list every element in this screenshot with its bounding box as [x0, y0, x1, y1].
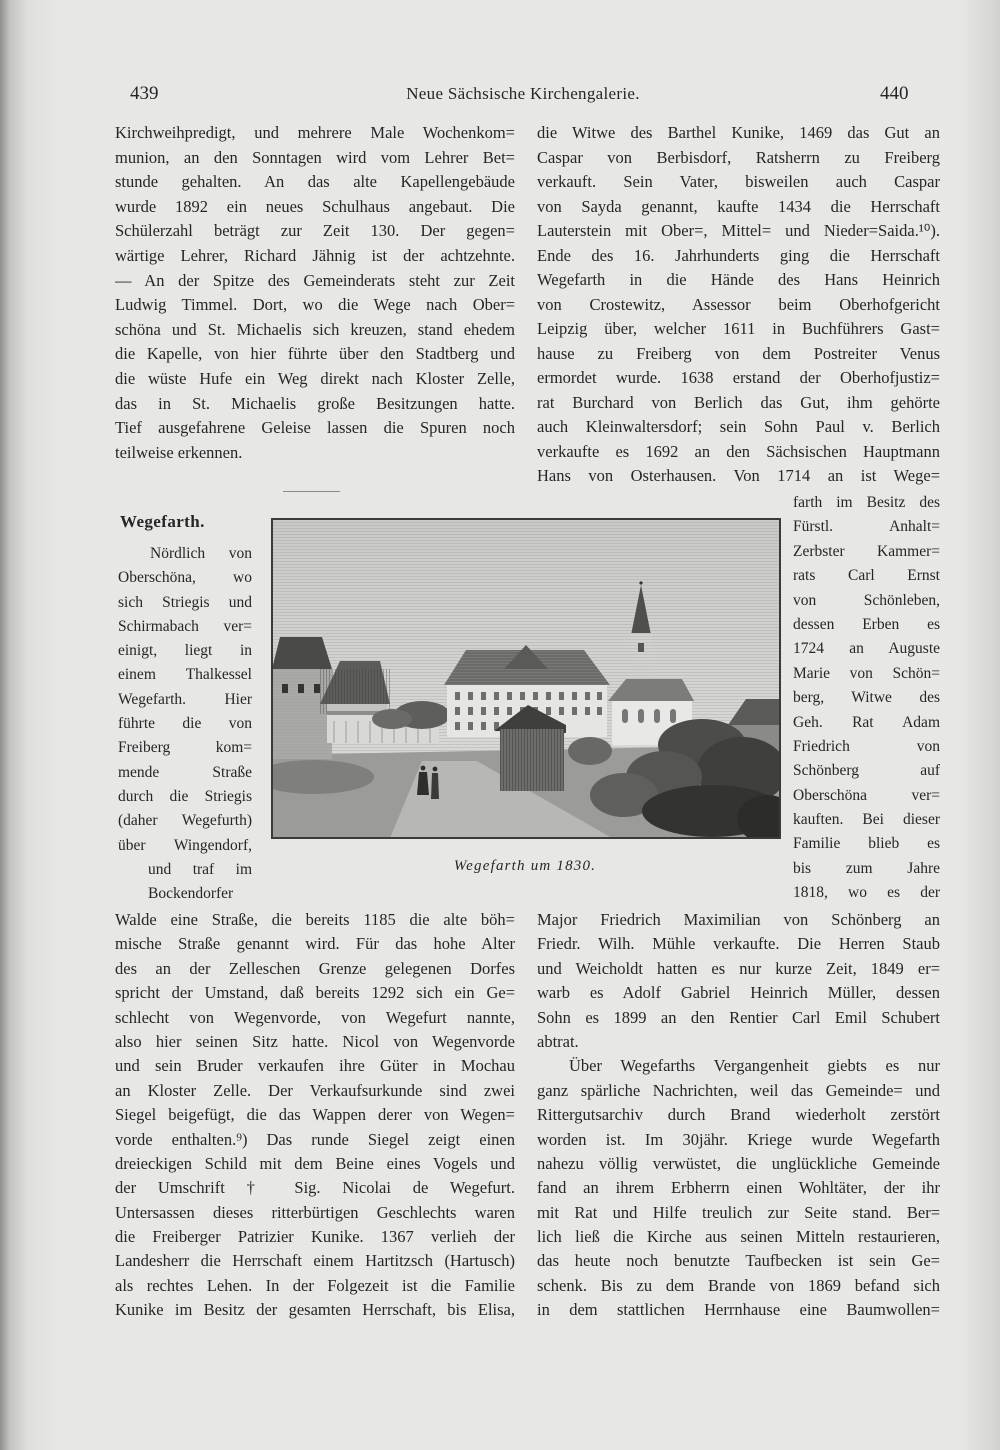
text-line: Hans von Osterhausen. Von 1714 an ist Wege=	[537, 466, 940, 485]
page-number-right: 440	[880, 83, 909, 104]
text-line: Freiberg kom=	[118, 739, 252, 757]
text-line: die Witwe des Barthel Kunike, 1469 das Gut an	[537, 123, 940, 142]
text-line: Über Wegefarths Vergangenheit giebts es nur	[569, 1056, 940, 1076]
text-line: berg, Witwe des	[793, 689, 940, 707]
text-line: teilweise erkennen.	[115, 442, 243, 462]
text-line: auch Kleinwaltersdorf; sein Sohn Paul v. Berlich	[537, 417, 940, 436]
text-line: ganz spärliche Nachrichten, weil das Gemeinde= und	[537, 1080, 940, 1100]
figure-caption: Wegefarth um 1830.	[453, 858, 597, 874]
text-line: stunde gehalten. An das alte Kapellengebäude	[115, 172, 515, 192]
text-line: von Schönleben,	[793, 591, 940, 609]
text-line: an Kloster Zelle. Der Verkaufsurkunde sind zwei	[115, 1080, 515, 1100]
text-line: dessen Erben es	[793, 615, 940, 633]
running-title: Neue Sächsische Kirchengalerie.	[406, 84, 640, 103]
text-line: Sohn es 1899 an den Rentier Carl Emil Schubert	[537, 1007, 940, 1027]
text-line: Geh. Rat Adam	[793, 713, 940, 731]
text-line: Siegel beigefügt, die das Wappen derer von Wegen=	[115, 1105, 515, 1125]
text-line: Untersassen dieses ritterbürtigen Geschlechts waren	[115, 1202, 515, 1222]
text-line: Schönberg auf	[793, 762, 940, 780]
text-line: (daher Wegefurth)	[118, 812, 252, 830]
text-line: vorde enthalten.⁹) Das runde Siegel zeigt einen	[115, 1129, 515, 1149]
right-column-top-text	[537, 121, 940, 489]
text-line: Wegefarth in die Hände des Hans Heinrich	[537, 270, 940, 289]
text-line: mende Straße	[118, 763, 252, 781]
section-heading: Wegefarth.	[120, 512, 205, 531]
text-line: Nördlich von	[150, 545, 252, 562]
text-line: worden ist. Im 30jähr. Kriege wurde Wegefarth	[537, 1129, 940, 1149]
text-line: ermordet wurde. 1638 erstand der Oberhofjustiz=	[537, 368, 940, 387]
text-line: fand an ihrem Erbherrn einen Wohltäter, der ihr	[537, 1178, 940, 1198]
text-line: farth im Besitz des	[793, 494, 940, 511]
text-line: Ende des 16. Jahrhunderts ging die Herrschaft	[537, 245, 940, 265]
timber-house	[320, 661, 390, 716]
text-line: und Weicholdt hatten es nur kurze Zeit, 1849 er=	[537, 958, 940, 978]
right-column-bottom-text	[537, 908, 940, 1323]
text-line: Wegefarth. Hier	[118, 690, 252, 708]
text-line: schlecht von Wegenvorde, von Wegefurt nannte,	[115, 1007, 515, 1027]
text-line: des an der Zelleschen Grenze gelegenen Dorfes	[115, 958, 515, 978]
text-line: wurde 1892 ein neues Schulhaus angebaut. Die	[115, 196, 515, 216]
text-line: Ludwig Timmel. Dort, wo die Wege nach Ober=	[115, 295, 515, 315]
text-line: verkaufte es 1692 an den Sächsischen Hauptmann	[537, 441, 940, 461]
text-line: in dem stattlichen Herrnhause eine Baumwollen=	[537, 1300, 940, 1320]
text-line: Tief ausgefahrene Geleise lassen die Spuren noch	[115, 418, 515, 438]
text-line: Kunike im Besitz der gesamten Herrschaft, bis Elisa,	[115, 1300, 515, 1320]
text-line: nahezu völlig verwüstet, die unglückliche Gemeinde	[537, 1153, 940, 1173]
text-line: spricht der Umstand, daß bereits 1292 sich ein Ge=	[115, 983, 515, 1003]
text-line: und traf im	[148, 860, 252, 878]
text-line: mit Rat und Hilfe treulich zur Seite stand. Ber=	[537, 1202, 940, 1222]
text-line: Fürstl. Anhalt=	[793, 518, 940, 536]
text-line: Walde eine Straße, die bereits 1185 die alte böh=	[115, 910, 515, 929]
text-line: durch die Striegis	[118, 787, 252, 805]
text-line: Rittergutsarchiv durch Brand wiederholt zerstört	[537, 1105, 940, 1125]
text-line: lich ließ die Kirche aus seinen Mitteln restaurieren,	[537, 1227, 940, 1247]
text-line: Bockendorfer	[148, 885, 234, 903]
page-number-left: 439	[130, 83, 159, 104]
text-line: und sein Bruder verkaufen ihre Güter in Mochau	[115, 1056, 515, 1076]
text-line: rats Carl Ernst	[793, 567, 940, 585]
text-line: einem Thalkessel	[118, 666, 252, 684]
text-line: warb es Adolf Gabriel Heinrich Müller, dessen	[537, 983, 940, 1003]
text-line: verkauft. Sein Vater, bisweilen auch Caspar	[537, 172, 940, 191]
left-column-bottom-text	[115, 908, 515, 1323]
text-line: Kirchweihpredigt, und mehrere Male Wochenkom=	[115, 123, 515, 142]
text-line: der Umschrift † Sig. Nicolai de Wegefurt.	[115, 1178, 515, 1198]
text-line: das heute noch benutzte Taufbecken ist sein Ge=	[537, 1251, 940, 1271]
text-line: Major Friedrich Maximilian von Schönberg an	[537, 910, 940, 929]
left-column-wrap-text	[118, 542, 252, 906]
text-line: Caspar von Berbisdorf, Ratsherrn zu Freiberg	[537, 147, 940, 167]
engraving-wegefarth-image	[272, 519, 780, 838]
text-line: hause zu Freiberg von dem Postreiter Venus	[537, 343, 940, 363]
paragraph-end-block	[537, 908, 940, 1054]
text-line: einigt, liegt in	[118, 642, 252, 660]
text-line: kauften. Bei dieser	[793, 811, 940, 829]
text-line: Landesherr die Herrschaft einem Hartitzsch (Hartusch)	[115, 1251, 515, 1271]
text-line: die Freiberger Patrizier Kunike. 1367 verlieh der	[115, 1227, 515, 1247]
text-line: über Wingendorf,	[118, 836, 252, 854]
text-line: Friedrich von	[793, 737, 940, 755]
text-line: sich Striegis und	[118, 593, 252, 611]
text-line: Schülerzahl beträgt zur Zeit 130. Der gegen=	[115, 221, 515, 241]
text-line: das in St. Michaelis große Besitzungen hatte.	[115, 393, 515, 413]
left-column-top-text	[115, 121, 515, 465]
text-line: die wüste Hufe ein Weg direkt nach Kloster Zelle,	[115, 368, 515, 388]
text-line: als rechtes Lehen. In der Folgezeit ist die Familie	[115, 1275, 515, 1295]
text-line: Zerbster Kammer=	[793, 542, 940, 560]
text-line: wärtige Lehrer, Richard Jähnig ist der achtzehnte.	[115, 245, 515, 265]
text-line: von Crostewitz, Assessor beim Oberhofgericht	[537, 294, 940, 314]
right-column-wrap-text	[793, 491, 940, 906]
text-line: Schirmabach ver=	[118, 617, 252, 635]
text-line: mische Straße genannt wird. Für das hohe Alter	[115, 934, 515, 954]
text-line: Friedr. Wilh. Mühle verkaufte. Die Herren Staub	[537, 934, 940, 954]
text-line: — An der Spitze des Gemeinderats steht zur Zeit	[115, 270, 515, 290]
text-line: also hier seinen Sitz hatte. Nicol von Wegenvorde	[115, 1031, 515, 1051]
text-line: bis zum Jahre	[793, 859, 940, 877]
text-line: 1818, wo es der	[793, 884, 940, 902]
text-line: Familie blieb es	[793, 835, 940, 853]
text-line: abtrat.	[537, 1031, 579, 1051]
text-line: führte die von	[118, 715, 252, 733]
engraving-figure	[272, 519, 780, 838]
text-line: 1724 an Auguste	[793, 640, 940, 658]
text-line: die Kapelle, von hier führte über den Stadtberg und	[115, 344, 515, 364]
text-line: Oberschöna ver=	[793, 786, 940, 804]
text-line: Marie von Schön=	[793, 664, 940, 682]
text-line: schenk. Bis zu dem Brande von 1869 befand sich	[537, 1275, 940, 1295]
text-line: Leipzig über, welcher 1611 in Buchführers Gast=	[537, 319, 940, 338]
text-line: schöna und St. Michaelis sich kreuzen, stand ehedem	[115, 319, 515, 339]
text-line: dreieckigen Schild mit dem Beine eines Vogels und	[115, 1153, 515, 1173]
text-line: rat Burchard von Berlich das Gut, ihm gehörte	[537, 392, 940, 412]
paragraph-block	[537, 1054, 940, 1322]
text-line: Lauterstein mit Ober=, Mittel= und Nieder=Saida.¹⁰).	[537, 221, 940, 240]
section-divider	[283, 491, 340, 492]
text-line: munion, an den Sonntagen wird vom Lehrer Bet=	[115, 147, 515, 167]
text-line: von Sayda genannt, kaufte 1434 die Herrschaft	[537, 196, 940, 216]
text-line: Oberschöna, wo	[118, 569, 252, 587]
